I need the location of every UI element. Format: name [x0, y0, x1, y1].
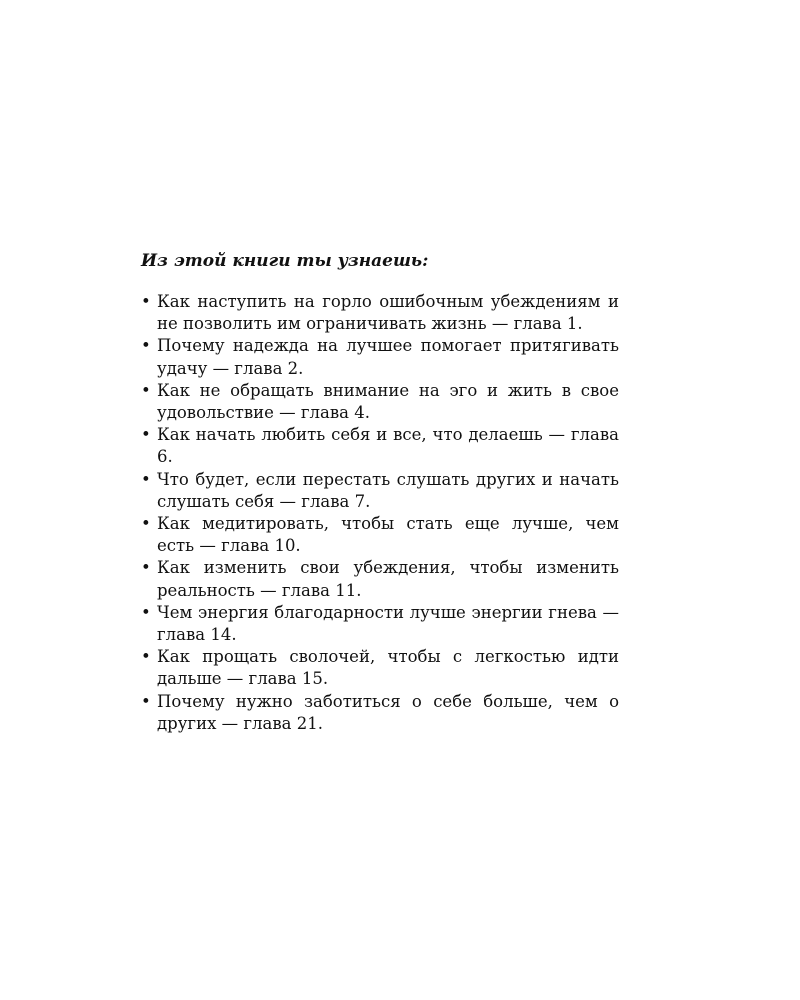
bullet-icon: •	[141, 469, 151, 489]
bullet-icon: •	[141, 691, 151, 711]
bullet-icon: •	[141, 336, 151, 356]
list-item	[141, 557, 619, 601]
list-item	[141, 513, 619, 557]
list-item-text: Как наступить на горло ошибочным убеждениям и не позволить им ограничивать жизнь — глава 1.	[157, 292, 619, 334]
bullet-icon: •	[141, 514, 151, 534]
bullet-icon: •	[141, 558, 151, 578]
list-item-text: Как изменить свои убеждения, чтобы изменить реальность — глава 11.	[157, 558, 619, 600]
list-item-text: Почему нужно заботиться о себе больше, чем о других — глава 21.	[157, 691, 619, 733]
list-item	[141, 602, 619, 646]
list-item	[141, 424, 619, 468]
bullet-icon: •	[141, 602, 151, 622]
list-item-text: Как медитировать, чтобы стать еще лучше, чем есть — глава 10.	[157, 514, 619, 556]
list-item-text: Как не обращать внимание на эго и жить в свое удовольствие — глава 4.	[157, 380, 619, 423]
list-item-text: Почему надежда на лучшее помогает притягивать удачу — глава 2.	[157, 336, 619, 378]
bullet-icon: •	[141, 425, 151, 445]
section-heading: Из этой книги ты узнаешь:	[141, 251, 429, 271]
list-item	[141, 469, 619, 513]
bullet-icon: •	[141, 292, 151, 311]
chapter-list	[141, 291, 619, 735]
list-item-text: Как прощать сволочей, чтобы с легкостью идти дальше — глава 15.	[157, 647, 619, 689]
list-item	[141, 646, 619, 690]
list-item-text: Чем энергия благодарности лучше энергии гнева — глава 14.	[157, 602, 619, 645]
list-item	[141, 335, 619, 379]
list-item	[141, 380, 619, 424]
bullet-icon: •	[141, 647, 151, 667]
bullet-icon: •	[141, 380, 151, 400]
list-item-text: Как начать любить себя и все, что делаешь — глава 6.	[157, 425, 619, 467]
list-item	[141, 291, 619, 335]
list-item	[141, 691, 619, 735]
list-item-text: Что будет, если перестать слушать других и начать слушать себя — глава 7.	[157, 469, 619, 511]
